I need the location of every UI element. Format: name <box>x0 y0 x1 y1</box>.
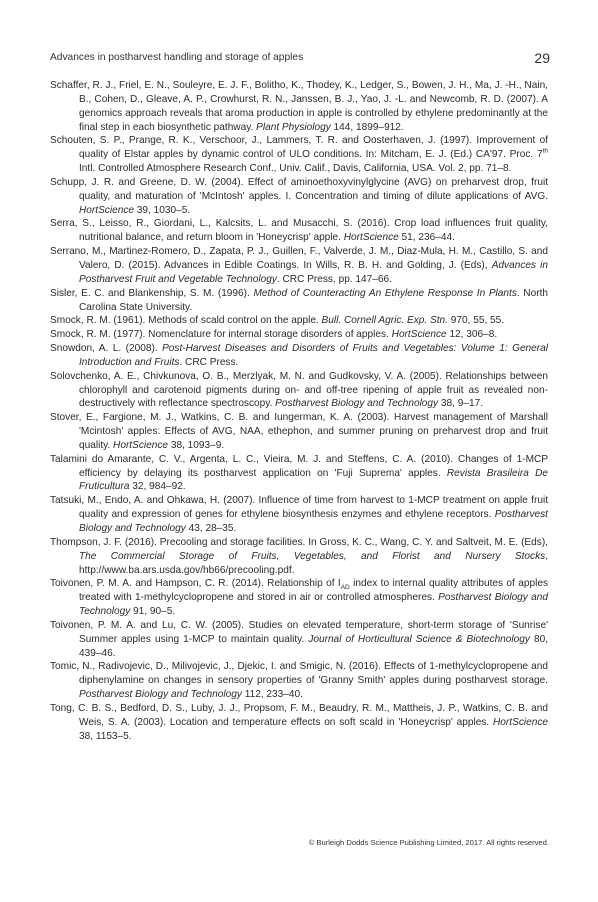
reference-italic-text: Postharvest Biology and Technology <box>79 592 548 618</box>
reference-entry <box>50 577 548 619</box>
reference-list <box>50 79 548 744</box>
page-header <box>50 52 550 68</box>
reference-text: Toivonen, P. M. A. and Hampson, C. R. (2014). Relationship of I <box>50 578 341 590</box>
reference-italic-text: Method of Counteracting An Ethylene Response In Plants <box>253 287 517 299</box>
reference-italic-text: Advances in Postharvest Fruit and Vegetable Technology <box>79 259 548 285</box>
reference-entry <box>50 342 548 370</box>
reference-entry <box>50 245 548 287</box>
reference-text: Serra, S., Leisso, R., Giordani, L., Kalcsits, L. and Musacchi, S. (2016). Crop load influences fruit quality, nutritional balance, and return bloom in 'Honeycrisp' apple. <box>50 218 548 244</box>
reference-superscript: th <box>542 147 548 155</box>
reference-text: . CRC Press. <box>179 356 239 368</box>
reference-text: 112, 233–40. <box>241 689 303 701</box>
reference-entry <box>50 79 548 134</box>
reference-text: 38, 1093–9. <box>168 439 225 451</box>
reference-entry <box>50 702 548 744</box>
reference-italic-text: HortScience <box>391 329 447 341</box>
reference-italic-text: HortScience <box>493 716 548 728</box>
reference-entry <box>50 494 548 536</box>
reference-text: Thompson, J. F. (2016). Precooling and storage facilities. In Gross, K. C., Wang, C. Y. and Saltveit, M. E. (Eds), <box>50 536 548 548</box>
copyright-notice: © Burleigh Dodds Science Publishing Limited, 2017. All rights reserved. <box>308 838 549 847</box>
reference-text: . CRC Press, pp. 147–66. <box>276 273 392 285</box>
reference-text: 51, 236–44. <box>398 232 455 244</box>
reference-italic-text: HortScience <box>79 204 134 216</box>
reference-entry <box>50 134 548 176</box>
reference-italic-text: Postharvest Biology and Technology <box>79 689 242 701</box>
reference-entry <box>50 328 548 342</box>
reference-entry <box>50 370 548 412</box>
reference-text: 39, 1030–5. <box>133 204 191 216</box>
reference-text: Schupp, J. R. and Greene, D. W. (2004). Effect of aminoethoxyvinylglycine (AVG) on preharvest drop, fruit quality, and maturation of 'McIntosh' apples. I. Concentration and timing of dilute applications of AVG. <box>50 176 548 202</box>
reference-entry <box>50 287 548 315</box>
reference-text: 38, 9–17. <box>438 398 483 410</box>
reference-text: . North Carolina State University. <box>79 287 548 313</box>
reference-text: Snowdon, A. L. (2008). <box>50 343 163 355</box>
reference-entry <box>50 411 548 453</box>
reference-entry <box>50 619 548 661</box>
reference-entry <box>50 176 548 218</box>
reference-text: Tong, C. B. S., Bedford, D. S., Luby, J. J., Propsom, F. M., Beaudry, R. M., Mattheis, J. P., Watkins, C. B. and Weis, S. A. (2003). Location and temperature effects on soft scald in 'Honeycrisp' apples. <box>50 702 548 728</box>
reference-text: Smock, R. M. (1977). Nomenclature for internal storage disorders of apples. <box>50 329 392 341</box>
reference-italic-text: Bull. Cornell Agric. Exp. Stn. <box>321 315 448 327</box>
reference-entry <box>50 536 548 578</box>
reference-italic-text: Postharvest Biology and Technology <box>275 398 439 410</box>
reference-text: Schaffer, R. J., Friel, E. N., Souleyre, E. J. F., Bolitho, K., Thodey, K., Ledger, S., Bowen, J. H., Ma, J. -H., Nain, B., Cohen, D., Gleave, A. P., Crowhurst, R. N., Janssen, B. J., Yao, J. -L. and Newcomb, R. D. (2007). A genomics approach reveals that aroma production in apple is controlled by ethylene predominantly at the final step in each biosynthetic pathway. <box>50 80 548 133</box>
reference-text: Intl. Controlled Atmosphere Research Conf., Univ. Calif., Davis, California, USA. Vol. 2, pp. 71–8. <box>79 163 512 175</box>
reference-text: 144, 1899–912. <box>330 121 404 133</box>
reference-italic-text: Revista Brasileira De Fruticultura <box>79 467 548 493</box>
reference-text: Solovchenko, A. E., Chivkunova, O. B., Merzlyak, M. N. and Gudkovsky, V. A. (2005). Relationships between chlorophyll and carotenoid pigments during on- and off-tree ripening of apple fruit as revealed non-destructively with reflectance spectroscopy. <box>50 370 548 410</box>
reference-text: 80, 439–46. <box>79 633 549 659</box>
reference-text: 43, 28–35. <box>185 523 237 534</box>
running-title: Advances in postharvest handling and storage of apples <box>50 52 304 63</box>
reference-text: 91, 90–5. <box>130 606 176 618</box>
reference-italic-text: Post-Harvest Diseases and Disorders of Fruits and Vegetables: Volume 1: General Introduction and Fruits <box>79 343 548 368</box>
reference-text: Schouten, S. P., Prange, R. K., Verschoor, J., Lammers, T. R. and Oosterhaven, J. (1997). Improvement of quality of Elstar apples by dynamic control of ULO conditions. In: Mitcham, E. J. (Ed.) CA'97. Proc. 7 <box>50 135 548 161</box>
reference-text: Serrano, M., Martinez-Romero, D., Zapata, P. J., Guillen, F., Valverde, J. M., Diaz-Mula, H. M., Castillo, S. and Valero, D. (2015). Advances in Edible Coatings. In Wills, R. B. H. and Golding, J. (Eds), <box>50 246 548 271</box>
reference-text: , http://www.ba.ars.usda.gov/hb66/precooling.pdf. <box>79 550 548 576</box>
reference-entry <box>50 453 548 495</box>
reference-italic-text: Journal of Horticultural Science & Biotechnology <box>308 633 530 645</box>
reference-text: 970, 55, 55. <box>447 315 505 327</box>
reference-text: Tatsuki, M., Endo, A. and Ohkawa, H. (2007). Influence of time from harvest to 1-MCP treatment on apple fruit quality and expression of genes for ethylene biosynthesis enzymes and ethylene receptors. <box>50 495 548 521</box>
reference-italic-text: The Commercial Storage of Fruits, Vegetables, and Florist and Nursery Stocks <box>79 550 546 562</box>
reference-text: Stover, E., Fargione, M. J., Watkins, C. B. and Iungerman, K. A. (2003). Harvest management of Marshall 'Mcintosh' apples: Effects of AVG, NAA, ethephon, and summer pruning on preharvest drop and fruit quality. <box>50 412 548 451</box>
reference-text: Sisler, E. C. and Blankenship, S. M. (1996). <box>50 287 254 299</box>
reference-italic-text: HortScience <box>113 439 169 451</box>
reference-entry <box>50 217 548 245</box>
reference-text: Talamini do Amarante, C. V., Argenta, L. C., Vieira, M. J. and Steffens, C. A. (2010). Changes of 1-MCP efficiency by delaying its postharvest application on 'Fuji Suprema' apples. <box>50 453 548 479</box>
reference-text: 12, 306–8. <box>446 329 498 341</box>
reference-entry <box>50 660 548 702</box>
reference-text: Tomic, N., Radivojevic, D., Milivojevic, J., Djekic, I. and Smigic, N. (2016). Effects of 1-methylcyclopropene and diphenylamine on changes in sensory properties of 'Granny Smith' apples during postharvest storage. <box>50 661 548 687</box>
reference-text: index to internal quality attributes of apples treated with 1-methylcyclopropene and stored in air or controlled atmospheres. <box>79 578 548 604</box>
reference-text: 32, 984–92. <box>129 481 186 493</box>
reference-italic-text: Postharvest Biology and Technology <box>79 509 548 534</box>
reference-text: Toivonen, P. M. A. and Lu, C. W. (2005). Studies on elevated temperature, short-term storage of 'Sunrise' Summer apples using 1-MCP to maintain quality. <box>50 619 548 645</box>
reference-entry <box>50 314 548 328</box>
reference-subscript: AD <box>340 584 350 592</box>
page-number: 29 <box>534 50 550 66</box>
reference-italic-text: HortScience <box>343 232 399 244</box>
reference-text: 38, 1153–5. <box>79 730 132 742</box>
reference-text: Smock, R. M. (1961). Methods of scald control on the apple. <box>50 315 322 327</box>
reference-italic-text: Plant Physiology <box>256 121 331 133</box>
